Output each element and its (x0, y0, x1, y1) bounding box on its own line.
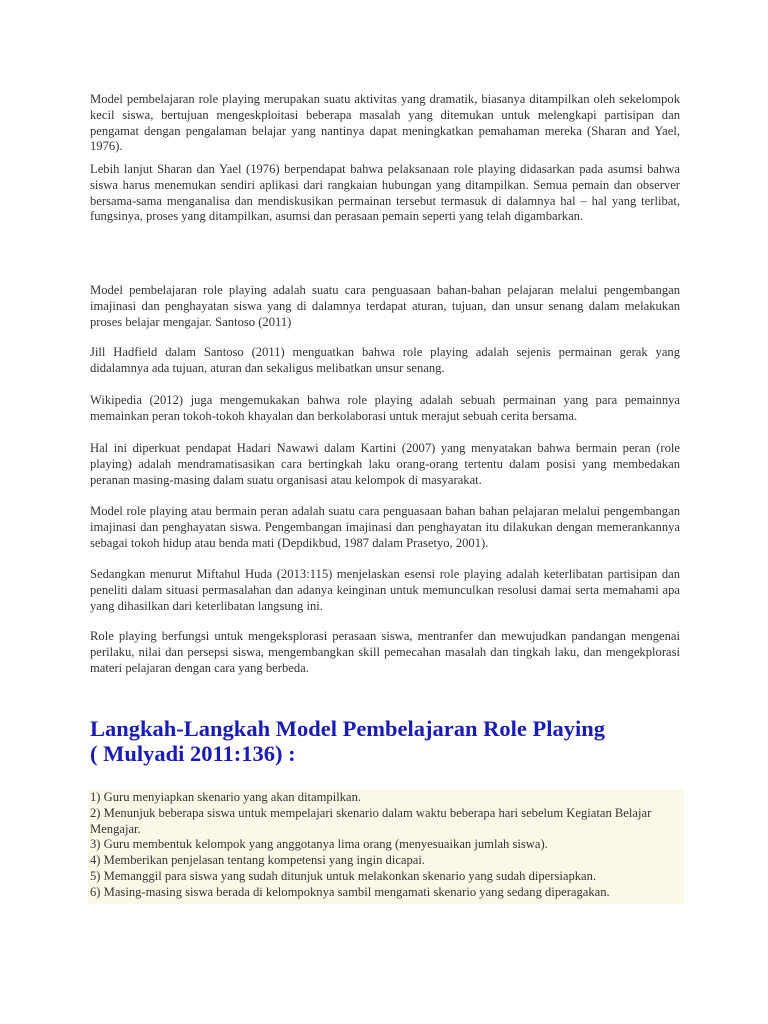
steps-list (88, 789, 684, 904)
list-item: 2) Menunjuk beberapa siswa untuk mempelajari skenario dalam waktu beberapa hari sebelum Kegiatan Belajar Mengajar. (90, 805, 652, 836)
heading-line-1: Langkah-Langkah Model Pembelajaran Role Playing (90, 716, 606, 741)
list-item: 4) Memberikan penjelasan tentang kompetensi yang ingin dicapai. (90, 853, 426, 868)
list-item: 6) Masing-masing siswa berada di kelompoknya sambil mengamati skenario yang sedang diperagakan. (90, 884, 610, 899)
paragraph: Jill Hadfield dalam Santoso (2011) menguatkan bahwa role playing adalah sejenis permainan gerak yang didalamnya ada tujuan, aturan dan sekaligus melibatkan unsur senang. (90, 345, 680, 375)
paragraph: Model role playing atau bermain peran adalah suatu cara penguasaan bahan bahan pelajaran melalui pengembangan imajinasi dan penghayatan siswa. Pengembangan imajinasi dan penghayatan itu dilakukan dengan memerankannya sebagai tokoh hidup atau benda mati (Depdikbud, 1987 dalam Prasetyo, 2001). (90, 504, 680, 550)
paragraph: Hal ini diperkuat pendapat Hadari Nawawi dalam Kartini (2007) yang menyatakan bahwa bermain peran (role playing) adalah mendramatisasikan cara bertingkah laku orang-orang tertentu dalam posisi yang membedakan peranan masing-masing dalam suatu organisasi atau kelompok di masyarakat. (90, 441, 680, 487)
heading-line-2: ( Mulyadi 2011:136) : (90, 741, 296, 766)
paragraph: Model pembelajaran role playing adalah suatu cara penguasaan bahan-bahan pelajaran melalui pengembangan imajinasi dan penghayatan siswa yang di dalamnya terdapat aturan, tujuan, dan unsur senang dalam melakukan proses belajar mengajar. Santoso (2011) (90, 283, 680, 329)
list-item: 1) Guru menyiapkan skenario yang akan ditampilkan. (90, 790, 362, 804)
paragraph: Model pembelajaran role playing merupakan suatu aktivitas yang dramatik, biasanya ditampilkan oleh sekelompok kecil siswa, bertujuan mengeskploitasi beberapa masalah yang ditemukan untuk melengkapi partisipan dan pengamat dengan pengalaman belajar yang nantinya dapat meningkatkan pemahaman mereka (Sharan and Yael, 1976). (90, 92, 680, 154)
paragraph: Wikipedia (2012) juga mengemukakan bahwa role playing adalah sebuah permainan yang para pemainnya memainkan peran tokoh-tokoh khayalan dan berkolaborasi untuk merajut sebuah cerita bersama. (90, 393, 680, 423)
paragraph: Lebih lanjut Sharan dan Yael (1976) berpendapat bahwa pelaksanaan role playing didasarkan pada asumsi bahwa siswa harus menemukan sendiri aplikasi dari rangkaian hubungan yang ditampilkan. Semua pemain dan observer bersama-sama menganalisa dan mendiskusikan permainan tersebut termasuk di dalamnya hal – hal yang terlibat, fungsinya, proses yang ditampilkan, asumsi dan perasaan pemain seperti yang telah digambarkan. (90, 162, 680, 224)
list-item: 5) Memanggil para siswa yang sudah ditunjuk untuk melakonkan skenario yang sudah dipersiapkan. (90, 868, 597, 883)
paragraph: Sedangkan menurut Miftahul Huda (2013:115) menjelaskan esensi role playing adalah keterlibatan partisipan dan peneliti dalam situasi permasalahan dan adanya keinginan untuk memunculkan resolusi damai serta memahami apa yang dihasilkan dari keterlibatan langsung ini. (90, 567, 680, 613)
section-heading (90, 716, 690, 766)
list-item: 3) Guru membentuk kelompok yang anggotanya lima orang (menyesuaikan jumlah siswa). (90, 837, 548, 852)
paragraph: Role playing berfungsi untuk mengeksplorasi perasaan siswa, mentranfer dan mewujudkan pandangan mengenai perilaku, nilai dan persepsi siswa, mengembangkan skill pemecahan masalah dan tingkah laku, dan mengekplorasi materi pelajaran dengan cara yang berbeda. (90, 629, 680, 675)
